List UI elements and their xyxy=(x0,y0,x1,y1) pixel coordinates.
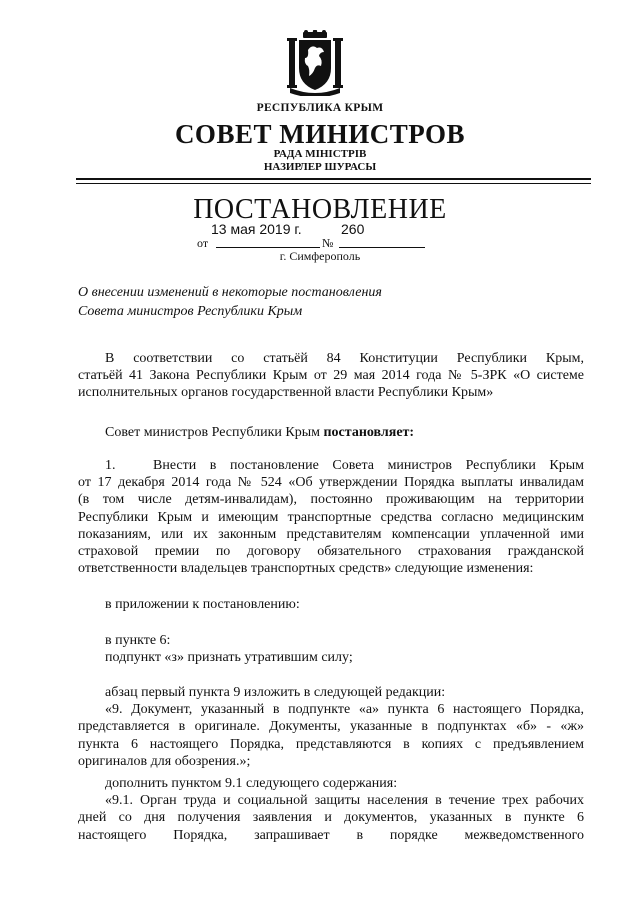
header-divider-thin xyxy=(76,183,591,184)
text-line: Республики Крым и имеющим транспортные средства согласно медицинским xyxy=(78,509,584,525)
council-name: СОВЕТ МИНИСТРОВ xyxy=(174,119,466,149)
resolves-text: Совет министров Республики Крым xyxy=(105,425,324,440)
text-line: ответственности владельцев транспортных средств» следующие изменения: xyxy=(78,561,534,577)
text-line: от 17 декабря 2014 года № 524 «Об утверждении Порядка выплаты инвалидам xyxy=(78,475,584,491)
republic-label: РЕСПУБЛИКА КРЫМ xyxy=(256,102,384,114)
point-9-block xyxy=(78,684,584,770)
resolves-keyword: постановляет: xyxy=(323,425,415,440)
date-underline xyxy=(216,247,320,248)
document-title xyxy=(78,283,382,321)
document-type: ПОСТАНОВЛЕНИЕ xyxy=(193,194,447,225)
text-line: статьёй 41 Закона Республики Крым от 29 мая 2014 года № 5-ЗРК «О системе xyxy=(78,368,584,384)
crimea-coat-of-arms-icon xyxy=(286,30,344,96)
decree-date: 13 мая 2019 г. xyxy=(211,221,302,237)
number-label: № xyxy=(322,236,334,250)
title-line: О внесении изменений в некоторые постановления xyxy=(78,285,382,300)
point-9-1-block xyxy=(78,775,584,844)
number-underline xyxy=(339,247,425,248)
preamble-paragraph xyxy=(78,350,584,402)
text-line: (в том числе детям-инвалидам), постоянно проживающим на территории xyxy=(78,492,584,508)
text-line: подпункт «з» признать утратившим силу; xyxy=(105,650,353,666)
text-line: в пункте 6: xyxy=(105,633,171,648)
text-line: «9. Документ, указанный в подпункте «а» пункта 6 настоящего Порядка, xyxy=(105,702,584,718)
text-line xyxy=(78,457,584,474)
point-6-block xyxy=(78,632,584,666)
decree-number: 260 xyxy=(341,221,365,237)
text-line: в приложении к постановлению: xyxy=(105,597,300,612)
item-number: 1. xyxy=(105,458,116,473)
text-line: исполнительных органов государственной власти Республики Крым» xyxy=(78,385,494,401)
council-name-ukrainian: РАДА МІНІСТРІВ xyxy=(273,148,367,160)
appendix-line xyxy=(78,596,584,613)
text-line: представляется в оригинале. Документы, указанные в подпунктах «б» - «ж» xyxy=(78,719,584,735)
item-1-first-line: Внести в постановление Совета министров Республики Крым xyxy=(153,458,584,473)
text-line: показаниям, или их законным представителям компенсации уплаченной ими xyxy=(78,526,584,542)
text-line: В соответствии со статьёй 84 Конституции Республики Крым, xyxy=(105,351,584,366)
resolves-paragraph xyxy=(78,424,584,441)
text-line xyxy=(78,424,584,441)
text-line: пункта 6 настоящего Порядка, представляются в копиях с предъявлением xyxy=(78,736,584,752)
text-line: дней со дня получения заявления и документов, указанных в пункте 6 xyxy=(78,810,584,826)
council-name-crimean-tatar: НАЗИРЛЕР ШУРАСЫ xyxy=(263,161,377,173)
text-line: настоящего Порядка, запрашивает в порядке межведомственного xyxy=(78,827,584,843)
text-line: страховой премии по договору обязательного страхования гражданской xyxy=(78,544,584,560)
text-line: дополнить пунктом 9.1 следующего содержания: xyxy=(105,776,398,791)
text-line: абзац первый пункта 9 изложить в следующей редакции: xyxy=(105,685,446,700)
date-label: от xyxy=(197,236,209,250)
title-line: Совета министров Республики Крым xyxy=(78,304,303,319)
text-line: «9.1. Орган труда и социальной защиты населения в течение трех рабочих xyxy=(105,793,584,809)
text-line: оригиналов для обозрения.»; xyxy=(78,753,251,769)
item-1-paragraph xyxy=(78,457,584,577)
header-divider-thick xyxy=(76,178,591,180)
city-label: г. Симферополь xyxy=(279,249,361,263)
